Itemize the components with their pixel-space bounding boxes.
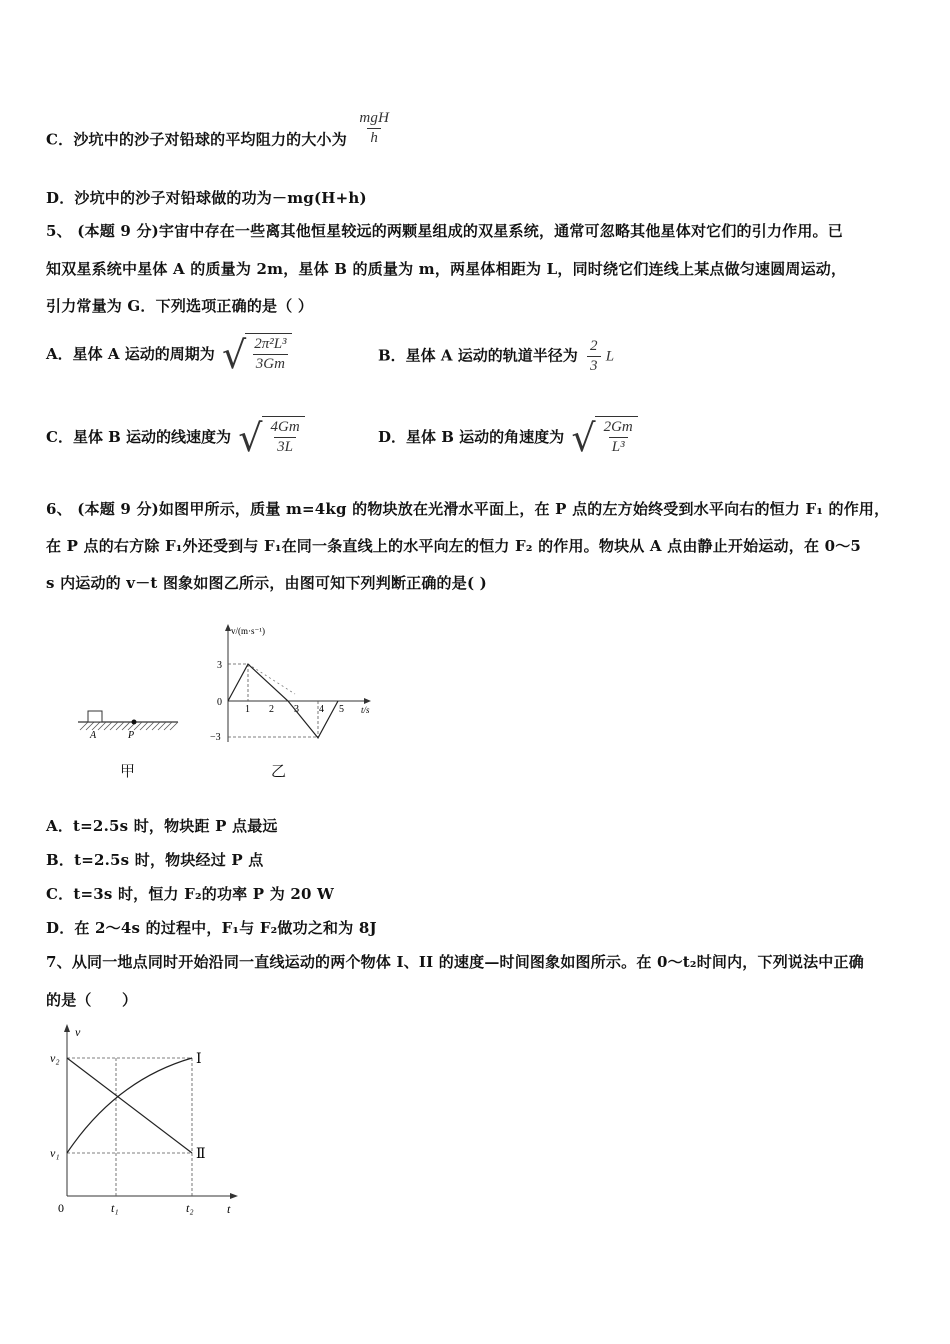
q5-option-c-denominator: 3L [274,437,296,456]
q5-stem-line2: 知双星系统中星体 A 的质量为 2m，星体 B 的质量为 m，两星体相距为 L，同时绕它们连线上某点做匀速圆周运动， [46,260,847,278]
q6-option-c: C．t=3s 时，恒力 F₂的功率 P 为 20 W [46,885,335,903]
q6-graph-xtick: 1 [245,704,250,715]
q4-option-c-label: C．沙坑中的沙子对铅球的平均阻力的大小为 [46,130,347,149]
q6-graph-y-label: v/(m·s⁻¹) [231,626,265,636]
q6-graph-xtick: 4 [319,704,324,715]
q6-label-p: P [128,730,135,741]
q6-graph-xtick: 2 [269,704,274,715]
q7-line-2 [67,1058,192,1153]
q7-label-t1: t₁ [111,1201,119,1215]
q6-stem-line2: 在 P 点的右方除 F₁外还受到与 F₁在同一条直线上的水平向左的恒力 F₂ 的作用。物块从 A 点由静止开始运动，在 0～5 [46,537,862,555]
q5-option-c-numerator: 4Gm [270,419,300,435]
q7-label-curve-1: Ⅰ [196,1052,202,1067]
q7-label-v1: v₁ [50,1146,60,1160]
q5-option-b-fraction [587,338,601,375]
q6-graph-xtick: 5 [339,704,344,715]
q7-label-t2: t₂ [186,1201,194,1215]
q4-option-c-denominator: h [367,128,381,147]
q6-label-a: A [90,730,97,741]
q6-figure-yi [205,622,385,752]
q7-graph-x-arrow [230,1193,238,1199]
q5-option-d [378,416,638,460]
q6-graph-ytick: 3 [217,660,222,671]
q6-option-b: B．t=2.5s 时，物块经过 P 点 [46,851,264,869]
q6-graph-x-label: t/s [361,705,370,715]
q5-option-a-denominator: 3Gm [253,354,288,373]
q5-option-a-label: A．星体 A 运动的周期为 [46,345,215,363]
q4-option-c-fraction [356,110,392,147]
q6-graph-xtick: 3 [294,704,299,715]
q6-option-d: D．在 2～4s 的过程中，F₁与 F₂做功之和为 8J [46,919,377,937]
q5-option-b-label: B．星体 A 运动的轨道半径为 [378,346,578,365]
q7-stem-line2: 的是（ ） [46,991,138,1009]
q5-option-d-sqrt: √ $\frac{2Gm}{\text{L³}}$ [571,416,637,460]
q6-graph-tangent-dashes [248,664,295,694]
q6-caption-jia: 甲 [120,762,136,780]
q5-option-c-label: C．星体 B 运动的线速度为 [46,428,232,446]
q5-option-b-numerator: 2 [590,338,598,354]
q5-option-d-label: D．星体 B 运动的角速度为 [378,428,565,446]
q7-graph-y-arrow [64,1024,70,1032]
q5-option-b-variable: L [605,348,615,365]
q6-graph-x-arrow [364,698,371,704]
q5-option-a-numerator: 2π²L³ [254,336,287,352]
q7-stem-line1: 7、从同一地点同时开始沿同一直线运动的两个物体 I、II 的速度—时间图象如图所示。在 0～t₂时间内，下列说法中正确 [46,953,864,971]
q7-graph-x-label: t [227,1202,231,1216]
q6-block [88,711,102,722]
q4-option-d: D．沙坑中的沙子对铅球做的功为－mg(H+h) [46,189,367,207]
q5-option-d-numerator: 2Gm [603,419,633,435]
q5-option-a [46,333,292,377]
q6-graph-ytick: −3 [210,732,221,743]
q6-stem-line1: 6、 (本题 9 分)如图甲所示，质量 m=4kg 的物块放在光滑水平面上，在 P 点的左方始终受到水平向右的恒力 F₁ 的作用， [46,500,890,518]
q5-stem-line3: 引力常量为 G．下列选项正确的是（ ） [46,297,314,315]
q6-ground-hatching [80,722,178,730]
q5-option-b-denominator: 3 [587,356,601,375]
q7-label-curve-2: Ⅱ [196,1147,206,1162]
q7-graph-y-label: v [75,1025,81,1039]
q5-option-c-sqrt: √ $\frac{4Gm}{3L}$ [238,416,304,460]
q6-stem-line3: s 内运动的 v－t 图象如图乙所示，由图可知下列判断正确的是( ) [46,574,487,592]
q5-option-d-denominator: L³ [609,437,628,456]
q4-option-c [46,110,392,159]
q6-option-a: A．t=2.5s 时，物块距 P 点最远 [46,817,278,835]
q6-point-p [132,720,137,725]
q7-label-origin: 0 [58,1201,64,1215]
q5-stem-line1: 5、 (本题 9 分)宇宙中存在一些离其他恒星较远的两颗星组成的双星系统，通常可忽略其他星体对它们的引力作用。已 [46,222,843,240]
q5-option-a-sqrt: √ $\frac{\text{2π²L³}}{3Gm}$ [222,333,292,377]
q5-option-c [46,416,305,460]
q7-label-v2: v₂ [50,1051,60,1065]
q4-option-c-numerator: mgH [359,110,390,126]
q6-graph-ytick: 0 [217,697,222,708]
q7-figure [44,1020,254,1220]
q6-caption-yi: 乙 [271,762,287,780]
q5-option-b [378,338,614,375]
